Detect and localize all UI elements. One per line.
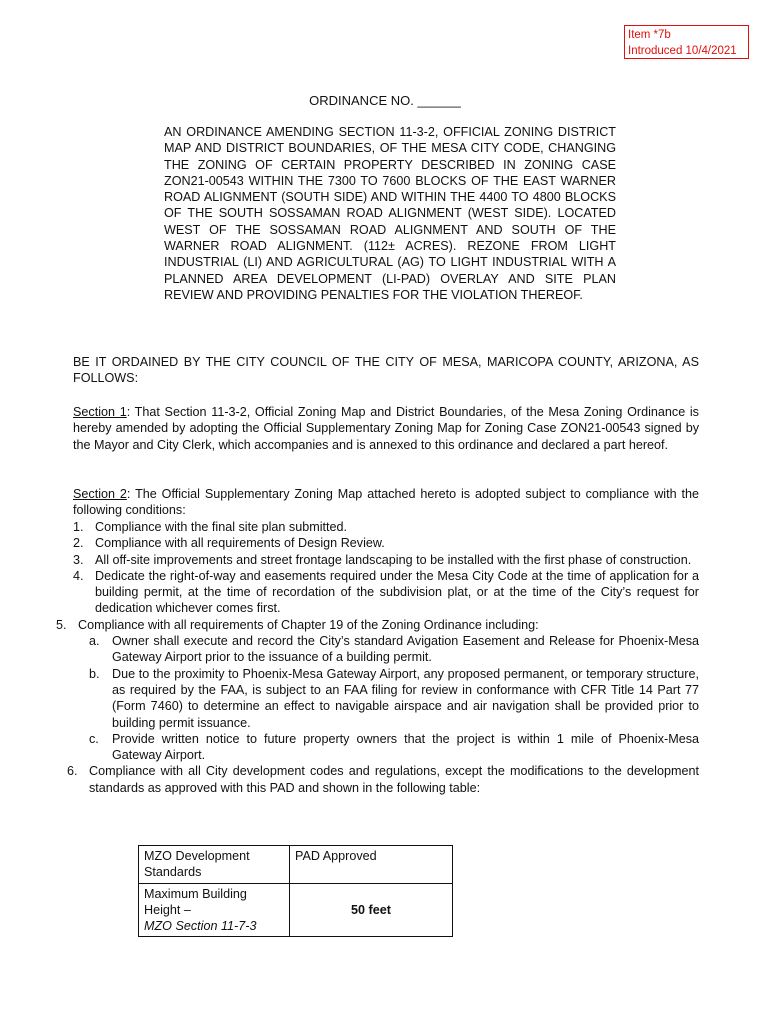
list-item-number: 3. xyxy=(73,552,84,567)
sub-list-item-letter: c. xyxy=(89,731,99,746)
section-1-text: : That Section 11-3-2, Official Zoning Map and District Boundaries, of the Mesa Zoning Ordinance is hereby amended by adopting the Official Supplementary Zoning Map for Zoning Case ZON21-00543 signed by the Mayor and City Clerk, which accompanies and is annexed to this ordinance and declared a part hereof. xyxy=(73,405,699,452)
list-item-number: 5. xyxy=(56,617,67,632)
list-item xyxy=(73,568,699,617)
stamp-introduced-date: Introduced 10/4/2021 xyxy=(628,45,737,57)
table-header-standard: MZO Development Standards xyxy=(139,846,290,884)
list-item-number: 6. xyxy=(67,764,78,779)
sub-list-item-text: Provide written notice to future property owners that the project is within 1 mile of Phoenix-Mesa Gateway Airport. xyxy=(112,731,699,763)
standard-reference: MZO Section 11-7-3 xyxy=(144,919,257,934)
list-item-number: 4. xyxy=(73,568,84,583)
section-1-heading: Section 1 xyxy=(73,405,127,419)
table-row xyxy=(139,883,453,937)
list-item-number: 2. xyxy=(73,536,84,551)
sub-list-item-text: Owner shall execute and record the City’s standard Avigation Easement and Release for Phoenix-Mesa Gateway Airport prior to the issuance of a building permit. xyxy=(112,634,699,665)
ordinance-caption: AN ORDINANCE AMENDING SECTION 11-3-2, OFFICIAL ZONING DISTRICT MAP AND DISTRICT BOUNDARIES, OF THE MESA CITY CODE, CHANGING THE ZONING OF CERTAIN PROPERTY DESCRIBED IN ZONING CASE ZON21-00543 WITHIN THE 7300 TO 7600 BLOCKS OF THE EAST WARNER ROAD ALIGNMENT (SOUTH SIDE) AND WITHIN THE 4400 TO 4800 BLOCKS OF THE SOUTH SOSSAMAN ROAD ALIGNMENT (WEST SIDE). LOCATED WEST OF THE SOSSAMAN ROAD ALIGNMENT AND SOUTH OF THE WARNER ROAD ALIGNMENT. (112± ACRES). REZONE FROM LIGHT INDUSTRIAL (LI) AND AGRICULTURAL (AG) TO LIGHT INDUSTRIAL WITH A PLANNED AREA DEVELOPMENT (LI-PAD) OVERLAY AND SITE PLAN REVIEW AND PROVIDING PENALTIES FOR THE VIOLATION THEREOF. xyxy=(164,125,616,302)
table-cell-standard xyxy=(139,883,290,937)
standard-name: Maximum Building Height – xyxy=(144,886,247,917)
stamp-item-number: Item *7b xyxy=(628,29,671,41)
table-cell-approved-value: 50 feet xyxy=(290,883,453,937)
section-1 xyxy=(73,404,699,453)
sub-list-item-text: Due to the proximity to Phoenix-Mesa Gateway Airport, any proposed permanent, or temporary structure, as required by the FAA, is subject to an FAA filing for review in conformance with CFR Title 14 Part 77 (Form 7460) to determine an effect to navigable airspace and air navigation shall be provided prior to building permit issuance. xyxy=(112,666,699,730)
list-item xyxy=(56,617,699,633)
list-item xyxy=(67,763,699,796)
conditions-list xyxy=(56,519,699,796)
sub-list-item xyxy=(89,633,699,666)
sub-list-item-letter: a. xyxy=(89,634,100,649)
sub-list-item xyxy=(89,666,699,731)
section-2-heading: Section 2 xyxy=(73,487,127,501)
sub-list-item-letter: b. xyxy=(89,666,100,681)
item-stamp xyxy=(624,25,749,59)
ordinance-title: ORDINANCE NO. ______ xyxy=(309,93,461,108)
list-item xyxy=(73,519,699,535)
list-item xyxy=(73,535,699,551)
list-item-text: All off-site improvements and street frontage landscaping to be installed with the first phase of construction. xyxy=(95,552,692,567)
section-2-intro xyxy=(73,486,699,519)
development-standards-table xyxy=(138,845,453,937)
sub-list-item xyxy=(89,731,699,764)
list-item-text: Compliance with the final site plan submitted. xyxy=(95,520,348,534)
enactment-clause: BE IT ORDAINED BY THE CITY COUNCIL OF THE CITY OF MESA, MARICOPA COUNTY, ARIZONA, AS FOLLOWS: xyxy=(73,355,699,386)
table-row xyxy=(139,846,453,884)
list-item-number: 1. xyxy=(73,520,84,534)
list-item-text: Compliance with all requirements of Chapter 19 of the Zoning Ordinance including: xyxy=(78,617,539,632)
list-item xyxy=(73,552,699,568)
list-item-text: Dedicate the right-of-way and easements required under the Mesa City Code at the time of application for a building permit, at the time of recordation of the subdivision plat, or at the time of the City’s request for dedication whichever comes first. xyxy=(95,568,699,616)
section-2-text: : The Official Supplementary Zoning Map attached hereto is adopted subject to compliance with the following conditions: xyxy=(73,487,699,518)
list-item-text: Compliance with all City development codes and regulations, except the modifications to the development standards as approved with this PAD and shown in the following table: xyxy=(89,764,699,795)
table-header-approved: PAD Approved xyxy=(290,846,453,884)
list-item-text: Compliance with all requirements of Design Review. xyxy=(95,536,385,551)
